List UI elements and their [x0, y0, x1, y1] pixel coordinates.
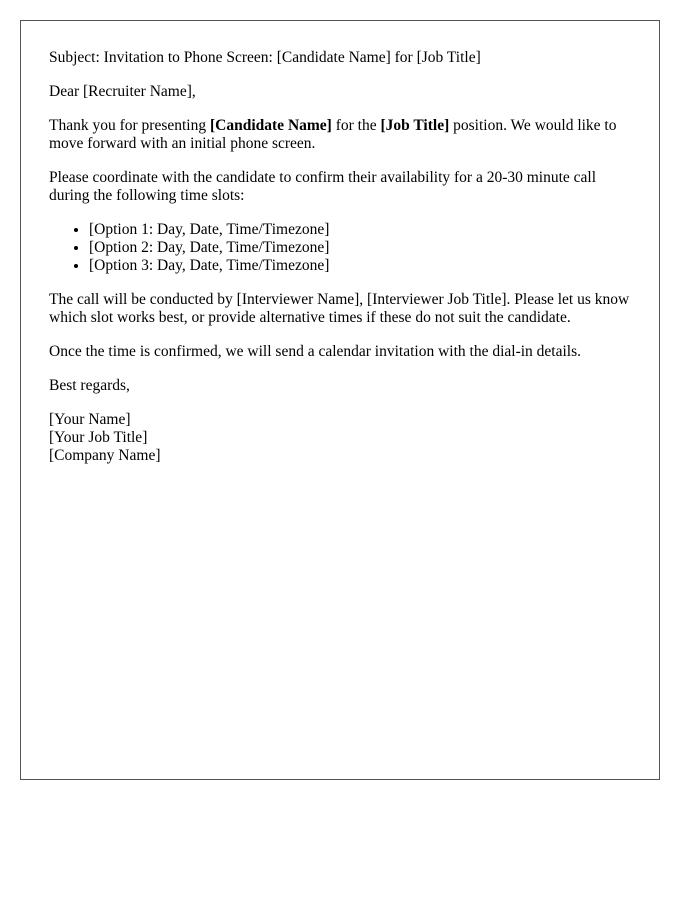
- confirmation-paragraph: Once the time is confirmed, we will send a calendar invitation with the dial-in details.: [49, 343, 582, 360]
- candidate-name-placeholder: [Candidate Name]: [210, 117, 332, 134]
- letter-container: [20, 20, 660, 780]
- interviewer-paragraph: The call will be conducted by [Interviewer Name], [Interviewer Job Title]. Please let us know which slot works best, or provide alternative times if these do not suit the candidate.: [49, 291, 630, 326]
- time-slot-option-3: • [Option 3: Day, Date, Time/Timezone]: [89, 257, 631, 275]
- greeting: Dear [Recruiter Name],: [49, 83, 196, 100]
- time-slot-option-1: • [Option 1: Day, Date, Time/Timezone]: [89, 221, 631, 239]
- time-slot-option-2: • [Option 2: Day, Date, Time/Timezone]: [89, 239, 631, 257]
- intro-paragraph: [49, 117, 631, 153]
- closing: Best regards,: [49, 377, 130, 394]
- intro-text-2: for the: [331, 117, 381, 134]
- intro-text-3: position. We would like to move forward with an initial phone screen.: [49, 117, 617, 152]
- coordination-paragraph: Please coordinate with the candidate to confirm their availability for a 20-30 minute call during the following time slots:: [49, 169, 597, 204]
- time-slot-list: [49, 221, 631, 275]
- signature-title: [Your Job Title]: [49, 429, 148, 446]
- signature-name: [Your Name]: [49, 411, 131, 428]
- intro-text-1: Thank you for presenting: [49, 117, 210, 134]
- signature-block: [49, 411, 631, 465]
- job-title-placeholder: [Job Title]: [380, 117, 450, 134]
- signature-company: [Company Name]: [49, 447, 161, 464]
- subject-line: Subject: Invitation to Phone Screen: [Candidate Name] for [Job Title]: [49, 49, 481, 66]
